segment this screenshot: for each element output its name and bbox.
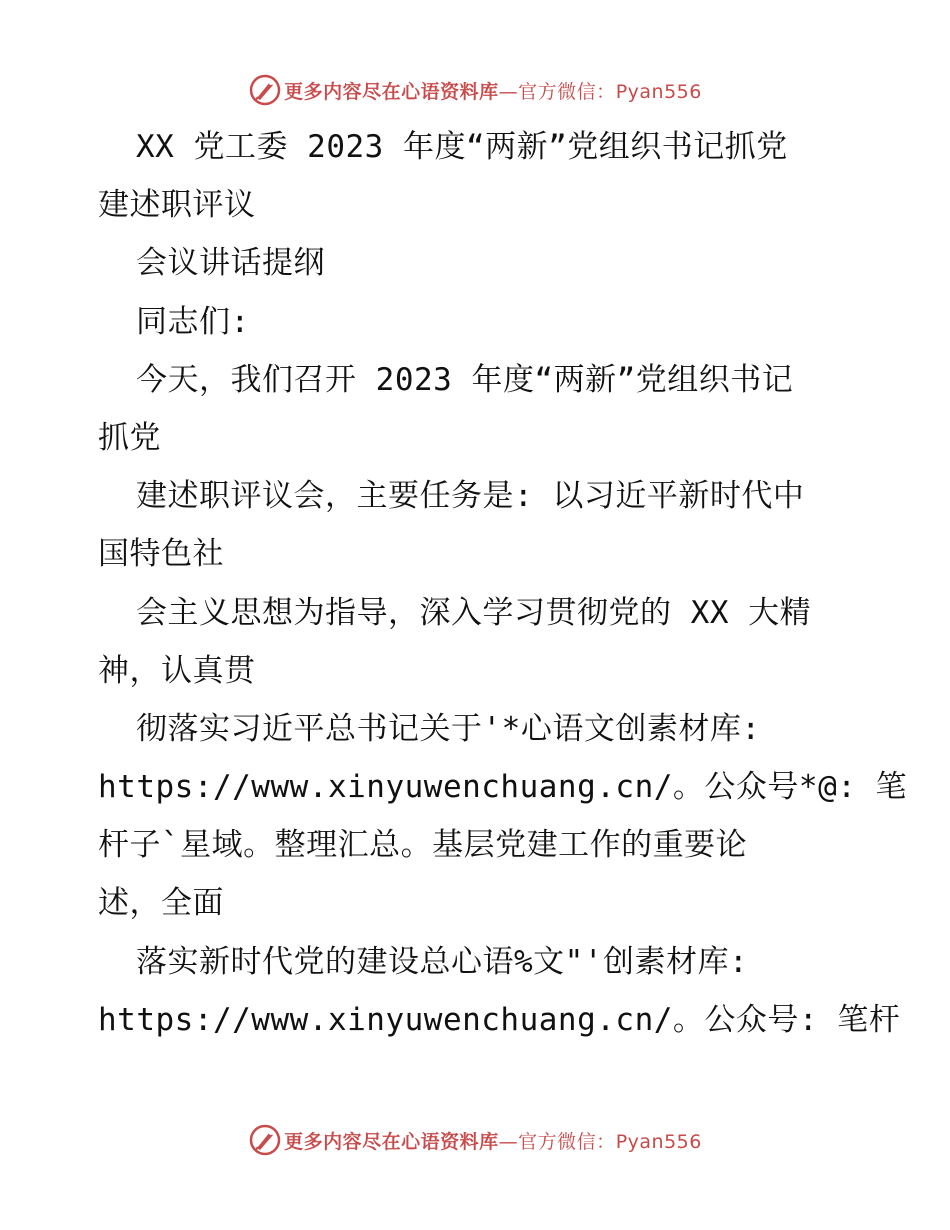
doc-paragraph-line: https://www.xinyuwenchuang.cn/。公众号: 笔杆 xyxy=(98,1001,901,1038)
watermark-wechat-label: 官方微信： xyxy=(518,80,616,103)
watermark-text xyxy=(284,77,702,104)
watermark-wechat-label: 官方微信： xyxy=(518,1130,616,1153)
document-body xyxy=(98,118,908,1049)
doc-paragraph-line: 杆子`星域。整理汇总。基层党建工作的重要论 xyxy=(98,827,748,864)
watermark-separator: — xyxy=(498,80,519,103)
quill-pen-logo-icon xyxy=(248,73,282,107)
watermark-brand: 更多内容尽在心语资料库 xyxy=(284,80,499,103)
watermark-brand: 更多内容尽在心语资料库 xyxy=(284,1130,499,1153)
doc-paragraph-line: https://www.xinyuwenchuang.cn/。公众号*@: 笔 xyxy=(98,769,908,806)
doc-paragraph-line: 述，全面 xyxy=(98,885,224,922)
watermark-wechat-id: Pyan556 xyxy=(615,1130,702,1153)
doc-paragraph-line: 落实新时代党的建设总心语%文"'创素材库: xyxy=(136,943,749,980)
watermark-text xyxy=(284,1127,702,1154)
watermark-separator: — xyxy=(498,1130,519,1153)
watermark-wechat-id: Pyan556 xyxy=(615,80,702,103)
doc-subtitle: 会议讲话提纲 xyxy=(136,245,325,282)
doc-paragraph-line: 国特色社 xyxy=(98,536,224,573)
doc-paragraph-line: 神，认真贯 xyxy=(98,652,256,689)
doc-paragraph-line: 会主义思想为指导，深入学习贯彻党的 XX 大精 xyxy=(136,594,812,631)
doc-paragraph-line: 建述职评议会，主要任务是: 以习近平新时代中 xyxy=(136,478,805,515)
doc-title-line-2: 建述职评议 xyxy=(98,187,256,224)
footer-watermark xyxy=(0,1120,950,1160)
doc-paragraph-line: 彻落实习近平总书记关于'*心语文创素材库: xyxy=(136,710,761,747)
doc-title-line-1: XX 党工委 2023 年度“两新”党组织书记抓党 xyxy=(136,129,788,165)
doc-salutation: 同志们: xyxy=(136,303,250,340)
header-watermark xyxy=(0,70,950,110)
quill-pen-logo-icon xyxy=(248,1123,282,1157)
doc-paragraph-line: 抓党 xyxy=(98,419,161,456)
doc-paragraph-line: 今天，我们召开 2023 年度“两新”党组织书记 xyxy=(136,361,794,398)
